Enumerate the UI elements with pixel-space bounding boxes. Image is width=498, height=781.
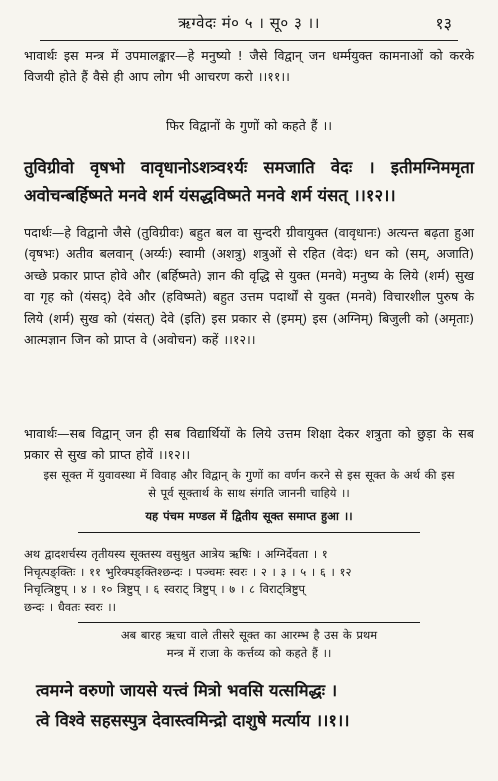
intro2-block xyxy=(24,627,474,662)
conclusion-text: यह पंचम मण्डल में द्वितीय सूक्त समाप्त हुआ ।। xyxy=(145,509,353,523)
bhavarth2-text: भावार्थः—सब विद्वान् जन ही सब विद्यार्थियों के लिये उत्तम शिक्षा देकर शत्रुता को छुड़ा के सब प्रकार से सुख को प्राप्त होवें ।।१२।। xyxy=(24,426,474,463)
anukramani-line-4: छन्दः । धैवतः स्वरः ।। xyxy=(24,599,116,614)
intro-line xyxy=(24,115,474,136)
anukramani-line-3: निचृत्त्रिष्टुप् । ४ । १० त्रिष्टुप् । ६ स्वराट् त्रिष्टुप् । ७ । ८ विराट्त्रिष्टुप् xyxy=(24,582,306,597)
intro2-line-2: मन्त्र में राजा के कर्त्तव्य को कहते हैं ।। xyxy=(166,645,332,660)
anukramani-line-1: अथ द्वादशर्चस्य तृतीयस्य सूक्तस्य वसुश्रुत आत्रेय ऋषिः । अग्निर्देवता । १ xyxy=(24,547,328,561)
padarth-block xyxy=(24,222,474,350)
anukramani-line-2: निचृत्पङ्क्तिः । ११ भुरिक्पङ्क्तिश्छन्दः । पञ्चमः स्वरः । २ । ३ । ५ । ६ । १२ xyxy=(24,564,352,579)
bhavarth-text: भावार्थः इस मन्त्र में उपमालङ्कार—हे मनुष्यो ! जैसे विद्वान् जन धर्म्मयुक्त कामनाओं को करके विजयी होते हैं वैसे ही आप लोग भी आचरण करो ।।११।। xyxy=(24,48,474,85)
bhavarth-12 xyxy=(24,423,474,466)
padarth-text: पदार्थः—हे विद्वानो जैसे (तुविग्रीवः) बहुत बल वा सुन्दरी ग्रीवायुक्त (वावृधानः) अत्यन्त बढ़ता हुआ (वृषभः) अतीव बलवान् (अर्य्यः) स्वामी (अशत्रु) शत्रुओं से रहित (वेदः) धन को (सम्, अजाति) अच्छे प्रकार प्राप्त होवे और (बर्हिष्मते) ज्ञान की वृद्धि से युक्त (मनवे) मनुष्य के लिये (शर्म) सुख वा गृह को (यंसद्) देवे और (हविष्मते) बहुत उत्तम पदार्थों से युक्त (मनवे) विचारशील पुरुष के लिये (शर्म) सुख को (यंसत्) देवे (इति) इस प्रकार से (इमम्) इस (अग्निम्) बिजुली को (अमृताः) आत्मज्ञान जिन को प्राप्त वे (अवोचन) कहें ।।१२।। xyxy=(24,225,474,348)
sukta-conclusion xyxy=(24,508,474,526)
mantra-12-text: तुविग्रीवो वृषभो वावृधानोऽशत्र्व१र्यः समजाति वेदः । इतीमग्निममृता अवोचन्बर्हिष्मते मनवे शर्म यंसद्धविष्मते मनवे शर्म यंसत् ।।१२।। xyxy=(24,157,474,205)
anukramani-block xyxy=(24,546,474,616)
summary-text: इस सूक्त में युवावस्था में विवाह और विद्वान् के गुणों का वर्णन करने से इस सूक्त के अर्थ की इस से पूर्व सूक्तार्थ के साथ संगति जाननी चाहिये ।। xyxy=(43,468,455,500)
mantra-1-line-1: त्वमग्ने वरुणो जायसे यत्त्वं मित्रो भवसि यत्समिद्धः । xyxy=(36,681,338,700)
page-header xyxy=(40,6,458,41)
section-divider xyxy=(78,532,420,533)
section-divider-2 xyxy=(78,622,420,623)
sukta-summary xyxy=(40,467,458,502)
intro-text: फिर विद्वानों के गुणों को कहते हैं ।। xyxy=(166,118,332,133)
bhavarth-11 xyxy=(24,45,474,88)
mantra-1 xyxy=(36,676,474,736)
running-title: ऋग्वेदः मं० ५ । सू० ३ ।। xyxy=(178,14,320,32)
intro2-line-1: अब बारह ऋचा वाले तीसरे सूक्त का आरम्भ है उस के प्रथम xyxy=(120,628,378,642)
mantra-12 xyxy=(24,137,474,226)
page-number: १३ xyxy=(435,14,452,33)
mantra-1-line-2: त्वे विश्वे सहसस्पुत्र देवास्त्वमिन्द्रो दाशुषे मर्त्याय ।।१।। xyxy=(36,711,350,730)
